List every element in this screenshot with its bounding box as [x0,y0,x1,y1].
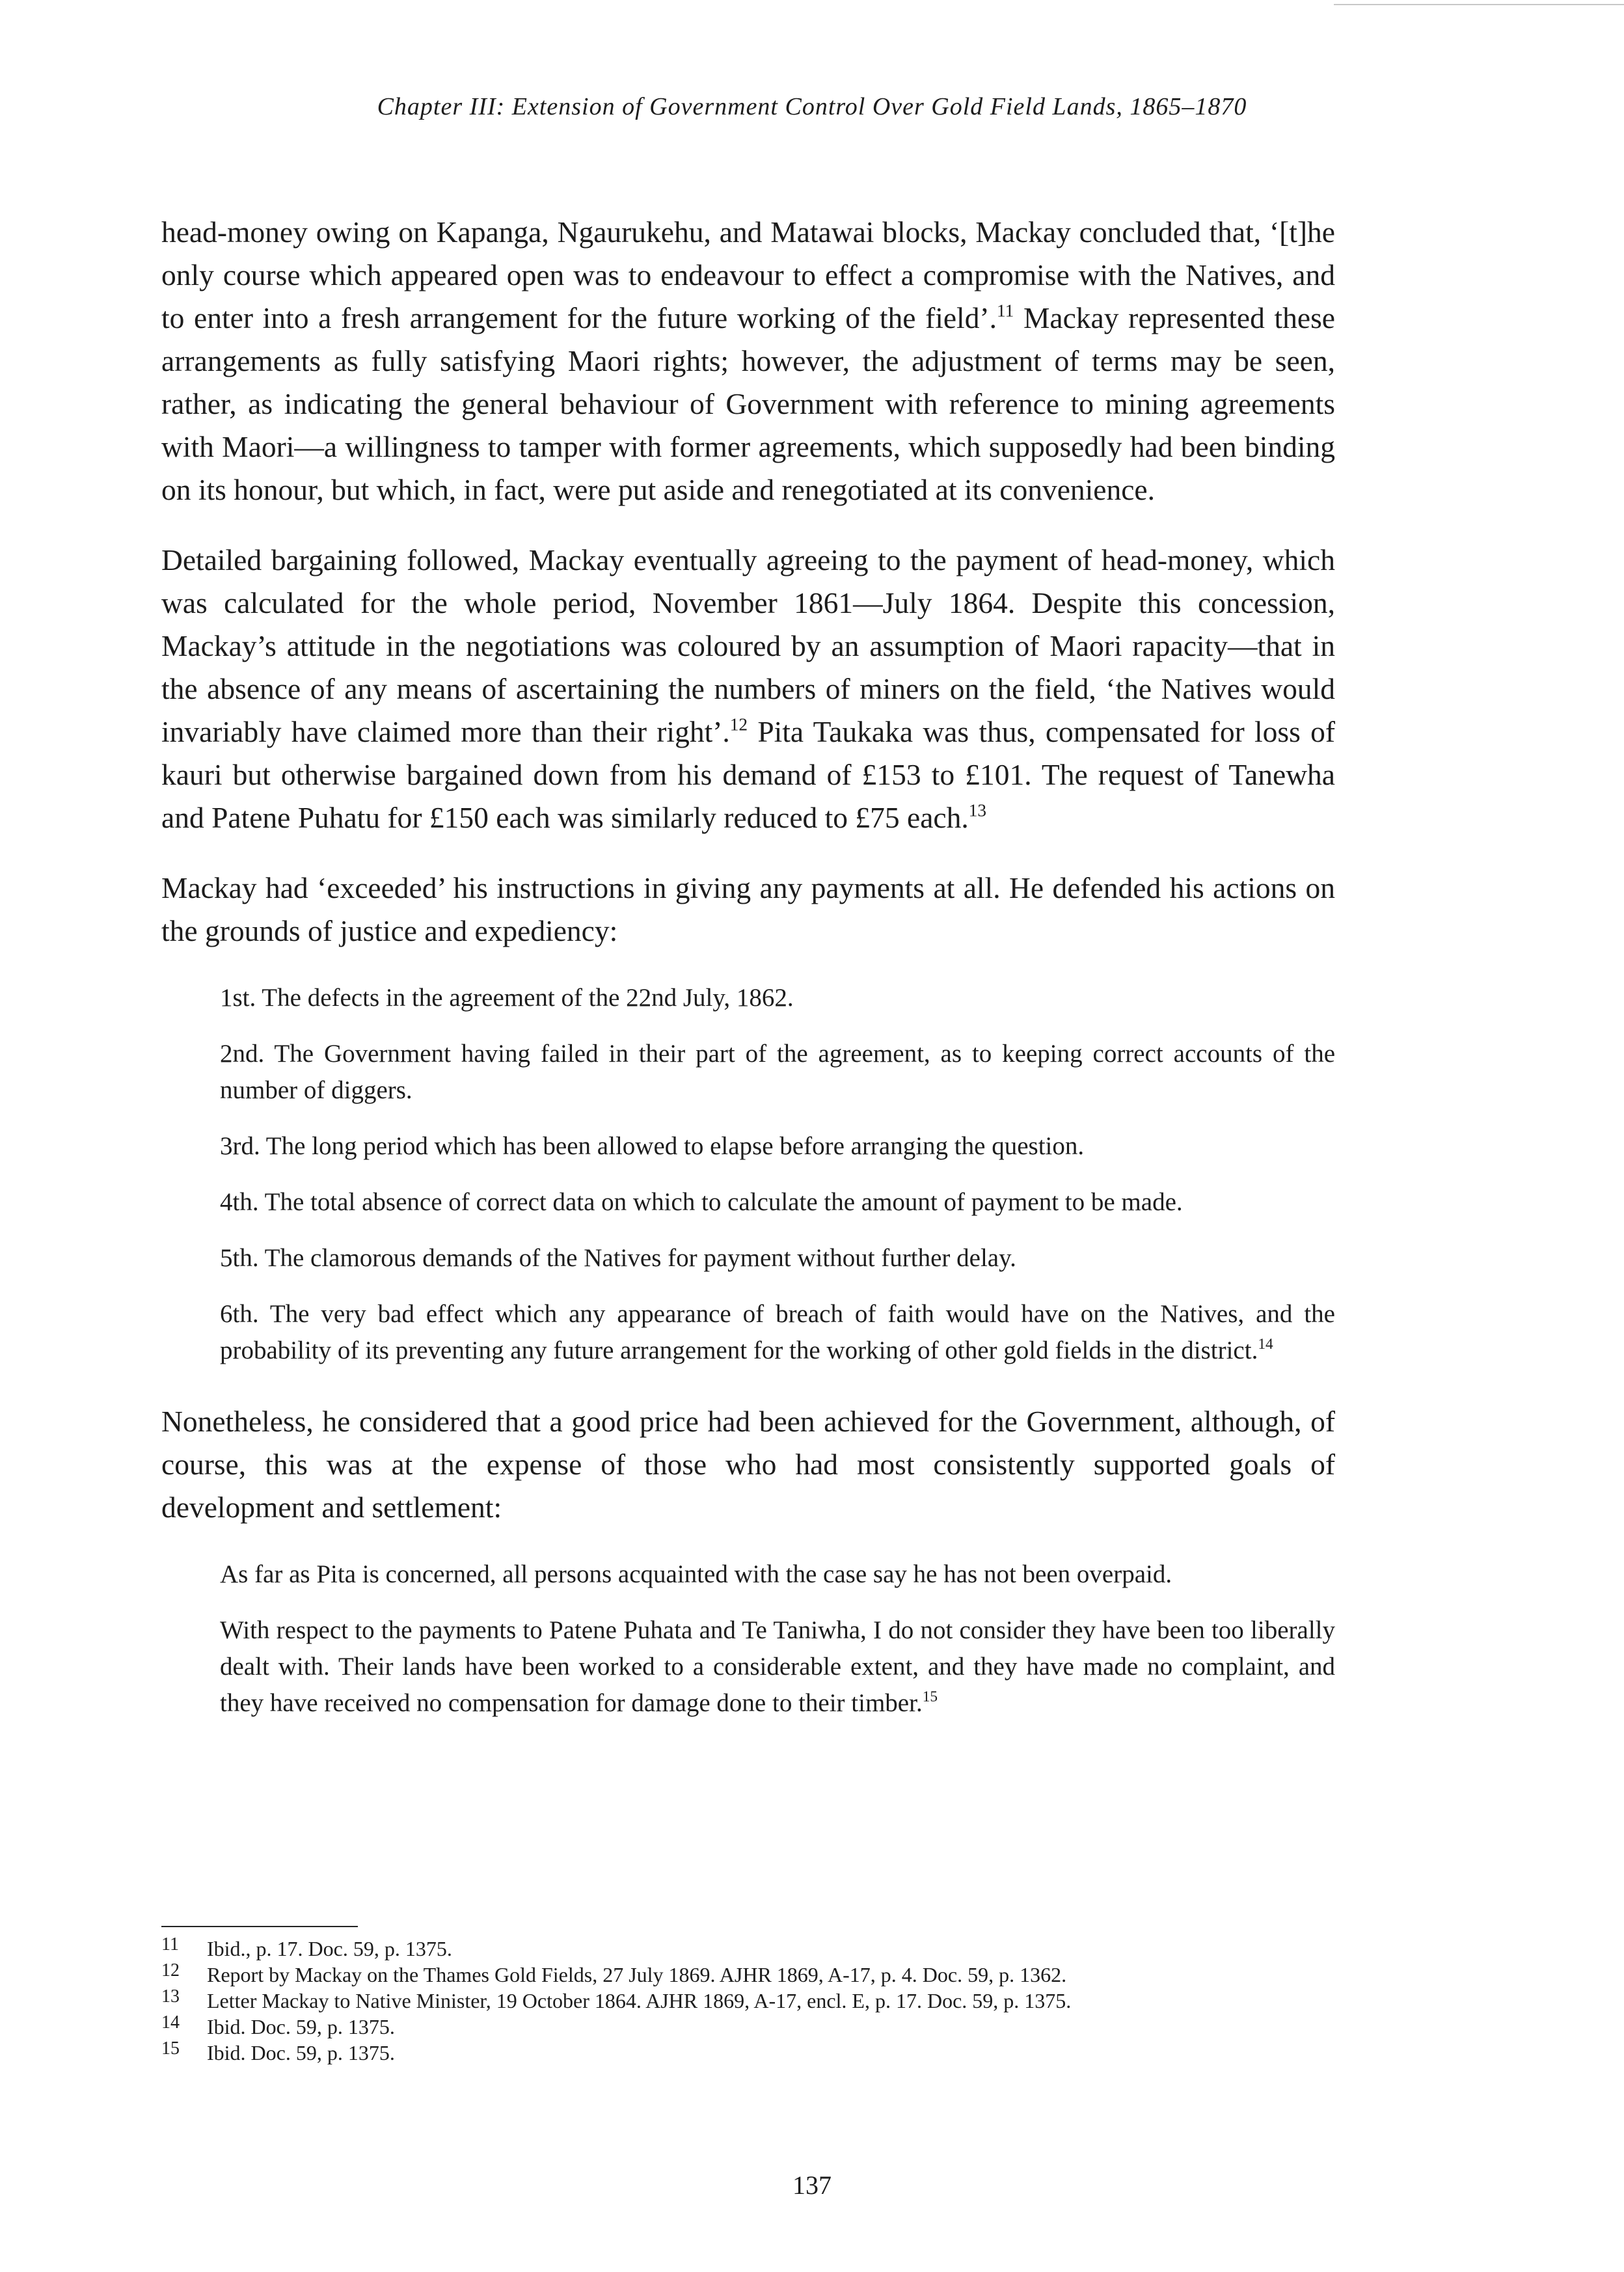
footnote-12 [161,1962,1335,1988]
running-head: Chapter III: Extension of Government Control Over Gold Field Lands, 1865–1870 [377,93,1247,120]
footnote-ref-15[interactable]: 15 [922,1688,938,1705]
page-number: 137 [792,2171,832,2200]
footnote-text: Report by Mackay on the Thames Gold Fields, 27 July 1869. AJHR 1869, A-17, p. 4. Doc. 59, p. 1362. [207,1963,1067,1986]
quoted-list [220,980,1335,1369]
footnote-13 [161,1988,1335,2014]
paragraph-2-text-a: Detailed bargaining followed, Mackay eventually agreeing to the payment of head-money, which was calculated for the whole period, November 1861—July 1864. Despite this concession, Mackay’s attitude in the negotiations was coloured by an assumption of Maori rapacity—that in the absence of any means of ascertaining the numbers of miners on the field, ‘the Natives would invariably have claimed more than their right’. [161,543,1335,748]
footnote-number: 12 [161,1960,180,1981]
footnote-separator [161,1926,358,1927]
quote-paragraph-1: As far as Pita is concerned, all persons acquainted with the case say he has not been overpaid. [220,1560,1172,1588]
footnote-15 [161,2040,1335,2066]
footnote-ref-12[interactable]: 12 [729,714,748,735]
footnote-14 [161,2014,1335,2040]
footnote-number: 15 [161,2038,180,2059]
quote-list-item-3: 3rd. The long period which has been allowed to elapse before arranging the question. [220,1132,1085,1160]
quote-list-item-6 [220,1296,1335,1369]
paragraph-2 [161,539,1335,839]
scan-edge-line [1334,4,1624,5]
quote-paragraph-2-text: With respect to the payments to Patene Puhata and Te Taniwha, I do not consider they have been too liberally dealt with. Their lands have been worked to a considerable extent, and they have made no complaint, and they have received no compensation for damage done to their timber. [220,1616,1335,1717]
quote-list-item-5: 5th. The clamorous demands of the Natives for payment without further delay. [220,1244,1016,1272]
paragraph-3: Mackay had ‘exceeded’ his instructions in giving any payments at all. He defended his actions on the grounds of justice and expediency: [161,871,1335,947]
footnote-text: Letter Mackay to Native Minister, 19 October 1864. AJHR 1869, A-17, encl. E, p. 17. Doc. 59, p. 1375. [207,1989,1072,2012]
paragraph-1 [161,211,1335,511]
footnote-number: 11 [161,1934,179,1954]
footnote-text: Ibid. Doc. 59, p. 1375. [207,2041,395,2064]
footnote-number: 14 [161,2012,180,2033]
paragraph-2-text-b: Pita Taukaka was thus, compensated for loss of kauri but otherwise bargained down from his demand of £153 to £101. The request of Tanewha and Patene Puhatu for £150 each was similarly reduced to £75 each. [161,715,1335,834]
quote-list-item-4: 4th. The total absence of correct data on which to calculate the amount of payment to be made. [220,1188,1183,1216]
footnote-ref-11[interactable]: 11 [996,301,1014,321]
footnotes [161,1936,1335,2066]
footnote-11 [161,1936,1335,1962]
paragraph-4: Nonetheless, he considered that a good price had been achieved for the Government, although, of course, this was at the expense of those who had most consistently supported goals of development and settlement: [161,1405,1335,1524]
quote-list-item-6-text: 6th. The very bad effect which any appearance of breach of faith would have on the Natives, and the probability of its preventing any future arrangement for the working of other gold fields in the district. [220,1300,1335,1364]
paragraph-1-text-a: head-money owing on Kapanga, Ngaurukehu, and Matawai blocks, Mackay concluded that, ‘[t]he only course which appeared open was to endeavour to effect a compromise with the Natives, and to enter into a fresh arrangement for the future working of the field’. [161,215,1335,334]
footnote-text: Ibid. Doc. 59, p. 1375. [207,2015,395,2038]
footnote-ref-13[interactable]: 13 [968,800,987,820]
body-text [161,211,1335,1750]
quoted-block [220,1556,1335,1722]
quote-list-item-1: 1st. The defects in the agreement of the 22nd July, 1862. [220,984,794,1012]
quote-list-item-2: 2nd. The Government having failed in their part of the agreement, as to keeping correct accounts of the number of diggers. [220,1040,1335,1104]
footnote-number: 13 [161,1986,180,2007]
quote-paragraph-2 [220,1612,1335,1722]
footnote-text: Ibid., p. 17. Doc. 59, p. 1375. [207,1937,452,1960]
footnote-ref-14[interactable]: 14 [1258,1335,1273,1353]
paragraph-1-text-b: Mackay represented these arrangements as fully satisfying Maori rights; however, the adjustment of terms may be seen, rather, as indicating the general behaviour of Government with reference to mining agreements with Maori—a willingness to tamper with former agreements, which supposedly had been binding on its honour, but which, in fact, were put aside and renegotiated at its convenience. [161,301,1335,506]
